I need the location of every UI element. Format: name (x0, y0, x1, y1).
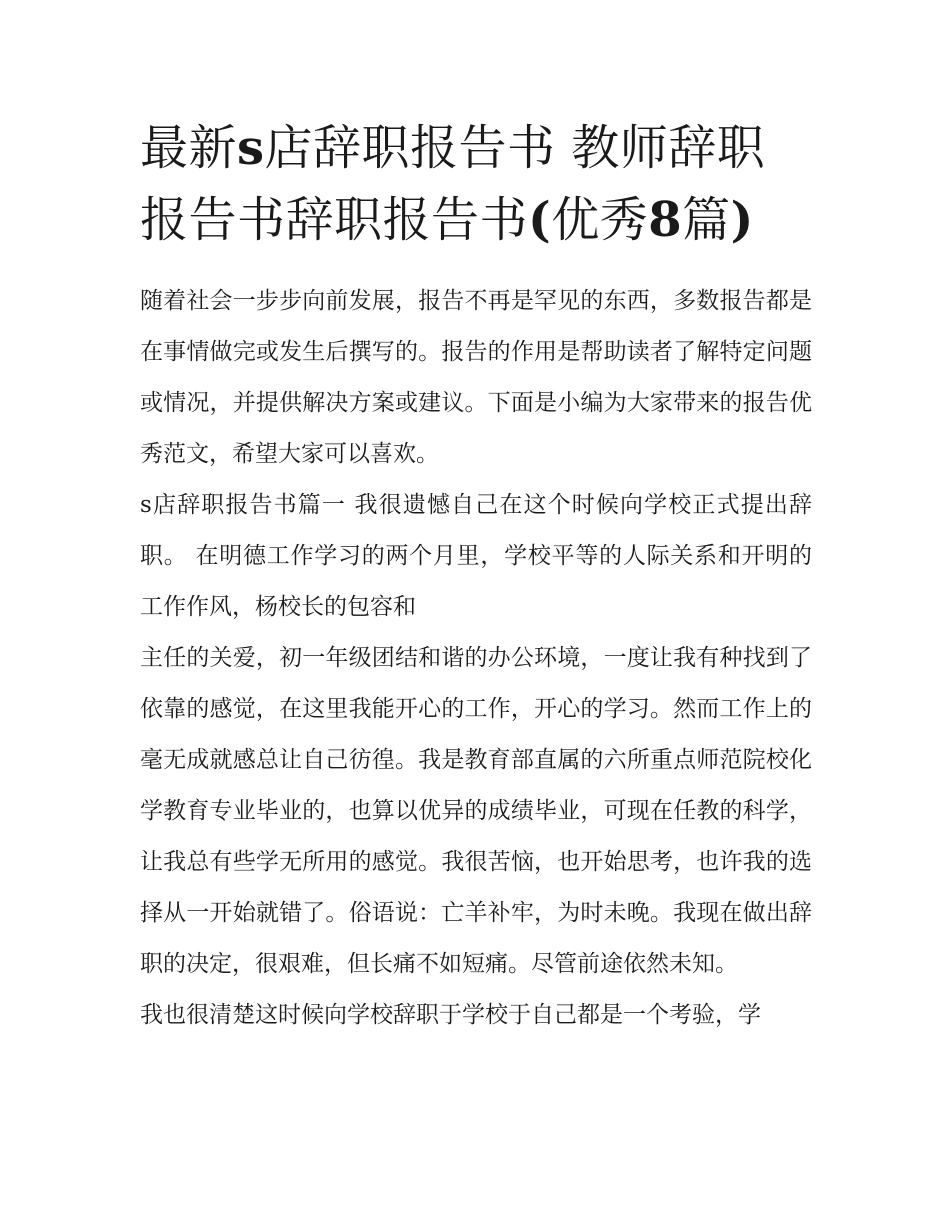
paragraph-article-one-start: s店辞职报告书篇一 我很遗憾自己在这个时候向学校正式提出辞职。 在明德工作学习的两个月里，学校平等的人际关系和开明的工作作风，杨校长的包容和 (140, 492, 812, 620)
document-title: 最新s店辞职报告书 教师辞职报告书辞职报告书(优秀8篇) (140, 120, 766, 248)
document-page (140, 112, 812, 1041)
paragraph-intro: 随着社会一步步向前发展，报告不再是罕见的东西，多数报告都是在事情做完或发生后撰写的。报告的作用是帮助读者了解特定问题或情况，并提供解决方案或建议。下面是小编为大家带来的报告优秀范文，希望大家可以喜欢。 (140, 288, 812, 467)
paragraph-article-one-body: 主任的关爱，初一年级团结和谐的办公环境，一度让我有种找到了依靠的感觉，在这里我能开心的工作，开心的学习。然而工作上的毫无成就感总让自己彷徨。我是教育部直属的六所重点师范院校化学教育专业毕业的，也算以优异的成绩毕业，可现在任教的科学，让我总有些学无所用的感觉。我很苦恼，也开始思考，也许我的选择从一开始就错了。俗语说：亡羊补牢，为时未晚。我现在做出辞职的决定，很艰难，但长痛不如短痛。尽管前途依然未知。 (140, 645, 812, 977)
paragraph-article-one-continued: 我也很清楚这时候向学校辞职于学校于自己都是一个考验，学 (140, 1002, 761, 1028)
